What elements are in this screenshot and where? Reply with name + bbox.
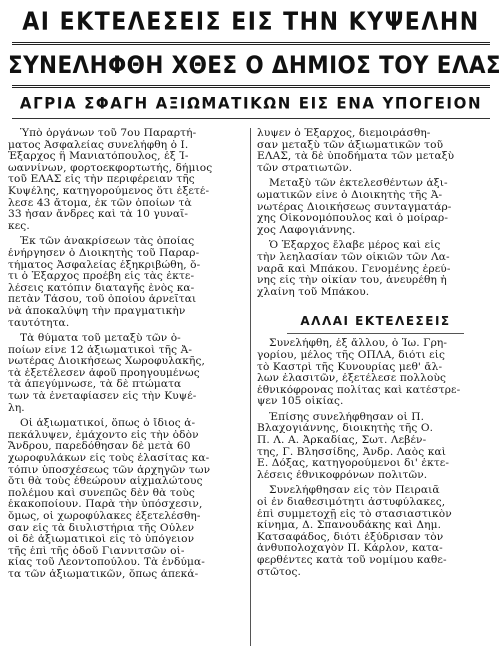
text-line: τῆς ἐπὶ τῆς ὁδοῦ Γιαννιτσῶν οἰ- (8, 545, 185, 557)
text-line: Μεταξὺ τῶν ἐκτελεσθέντων ἀξι- (269, 178, 448, 190)
text-line: τὴν λεηλασίαν τῶν οἰκιῶν τῶν Λα- (257, 251, 450, 263)
text-line: ματος Ἀσφαλείας συνελήφθη ὁ Ι. (8, 139, 189, 151)
text-line: οἱ ἐν διαθεσιμότητι ἀστυφύλακες, (257, 497, 446, 509)
text-line: νης εἰς τὴν οἰκίαν του, ἀνευρέθη ἡ (257, 275, 447, 287)
text-line: φερθέντες κατὰ τοῦ νομίμου καθε- (257, 555, 447, 566)
text-line: Κατσαφάδος, διότι ἐξύδρισαν τὸν (257, 531, 444, 543)
text-line: λη. (8, 402, 25, 414)
text-line: ὅμως, οἱ χωροφύλακες ἐξετελέσθη- (8, 511, 201, 522)
text-line: Συνελήφθησαν εἰς τὸν Πειραιᾶ (269, 485, 440, 497)
text-line: οἱ δὲ ἀξιωματικοὶ εἰς τὸ ὑπόγειον (8, 534, 195, 546)
text-line: Συνελήφθη, ἐξ ἄλλου, ὁ Ἰω. Γρη- (269, 338, 448, 350)
spacer (257, 298, 494, 312)
text-line: ἐπὶ συμμετοχῇ εἰς τὸ στασιαστικὸν (257, 508, 452, 520)
text-line: πεκάλυψεν, ἐμάχοντο εἰς τὴν ὁδὸν (8, 429, 199, 441)
text-line: Ε. Δόξας, κατηγορούμενοι δι' ἐκτε- (257, 458, 450, 470)
text-line: Ὁ Ἐξαρχος ἔλαβε μέρος καὶ εἰς (269, 240, 441, 252)
text-line: των τὰ ἐνεταφίασεν εἰς τὴν Κυψέ- (8, 391, 197, 403)
text-line: ὅτι θὰ τοὺς ἐθεώρουν αἰχμαλώτους (8, 476, 203, 488)
right-column-bottom (257, 338, 494, 578)
text-line: λυψεν ὁ Ἐξαρχος, διεμοιράσθη- (257, 128, 431, 139)
text-line: τήματος Ἀσφαλείας ἐξηκριβώθη, ὅ- (8, 259, 201, 271)
text-line: χωροφυλάκων εἰς τοὺς ἐλασίτας κα- (8, 453, 210, 465)
left-column (8, 128, 251, 646)
text-line: Ἐξαρχος ἢ Μανιατόπουλος, ἐξ Ἰ- (8, 151, 189, 163)
text-line: κες. (8, 220, 30, 232)
text-line: ἐθνικόφρονας πολίτας καὶ κατέστρε- (257, 384, 461, 396)
newspaper-page (0, 8, 502, 652)
text-line: χος Λαφογιάννης. (257, 224, 356, 236)
text-line: Τὰ θύματα τοῦ μεταξὺ τῶν ὁ- (20, 333, 181, 345)
text-line: τα τῶν ἀξιωματικῶν, ὅπως ἀπεκά- (8, 568, 199, 580)
text-line: Οἱ ἀξιωματικοί, ὅπως ὁ ἴδιος ἀ- (20, 418, 196, 430)
text-line: ἀνθυπολοχαγὸν Π. Κάρλον, κατα- (257, 543, 443, 555)
text-line: λέσεις κατόπιν διαταγῆς ἑνὸς κα- (8, 282, 195, 294)
article-body (8, 128, 494, 646)
text-line: τὸ Καστρὶ τῆς Κυνουρίας μεθ' ἄλ- (257, 361, 443, 373)
text-line: ποίων εἶνε 12 ἀξιωματικοὶ τῆς Ἀ- (8, 344, 193, 356)
text-line: τι ὁ Ἐξαρχος προέβη εἰς τὰς ἐκτε- (8, 271, 195, 283)
text-line: Ἐκ τῶν ἀνακρίσεων τὰς ὁποίας (20, 236, 195, 248)
headline-divider (12, 42, 490, 45)
text-line: Κυψέλης, κατηγορούμενος ὅτι ἐξετέ- (8, 185, 210, 197)
text-line: νωτέρας Διοικήσεως συνταγματάρ- (257, 201, 452, 213)
text-line: χλαίνη τοῦ Μπάκου. (257, 286, 370, 298)
text-line: ναρᾶ καὶ Μπάκου. Γενομένης ἐρεύ- (257, 263, 451, 275)
text-line: νὰ ἀποκαλύψη τὴν πραγματικὴν (8, 305, 186, 317)
headline-divider (12, 118, 490, 119)
text-line: Ἐπίσης συνελήφθησαν οἱ Π. (269, 411, 425, 423)
text-line: Ὑπὸ ὀργάνων τοῦ 7ου Παραρτή- (20, 128, 197, 139)
subheading: ΑΛΛΑΙ ΕΚΤΕΛΕΣΕΙΣ (300, 314, 451, 329)
text-line: τῶν στρατιωτῶν. (257, 162, 353, 174)
text-line: σαν εἰς τὰ διυλιστήρια τῆς Οὐλεν (8, 522, 195, 534)
text-line: στῶτος. (257, 566, 301, 578)
text-line: ἐκακοποίουν. Παρὰ τὴν ὑπόσχεσιν, (8, 499, 203, 511)
text-line: νωτέρας Διοικήσεως Χωροφυλακῆς, (8, 356, 205, 368)
text-line: της, Γ. Βλησσίδης, Ἀνδρ. Λαὸς καὶ (257, 446, 446, 458)
text-line: πολέμου καὶ συνεπῶς δὲν θὰ τοὺς (8, 487, 195, 499)
text-line: τὰ ἀπεγύμνωσε, τὰ δὲ πτώματα (8, 379, 182, 391)
text-line: σαν μεταξὺ τῶν ἀξιωματικῶν τοῦ (257, 139, 444, 151)
text-line: Π. Λ. Α. Ἀρκαδίας, Σωτ. Λεβέν- (257, 435, 427, 447)
text-line: τόπιν ὑποσχέσεως τῶν ἀρχηγῶν των (8, 464, 211, 476)
text-line: τοῦ ΕΛΑΣ εἰς τὴν περιφέρειαν τῆς (8, 174, 195, 186)
headline-divider (12, 85, 490, 88)
section-headline: ΑΓΡΙΑ ΣΦΑΓΗ ΑΞΙΩΜΑΤΙΚΩΝ ΕΙΣ ΕΝΑ ΥΠΟΓΕΙΟΝ (19, 92, 483, 113)
text-line: χης Οἰκονομόπουλος καὶ ὁ μοίραρ- (257, 213, 449, 225)
text-line: Ἄνδρου, παρεδόθησαν δὲ μετὰ 60 (8, 441, 191, 453)
text-line: Βλαχογιάννης, διοικητὴς τῆς Ο. (257, 423, 434, 435)
text-line: 33 ἦσαν ἄνδρες καὶ τὰ 10 γυναῖ- (8, 209, 189, 221)
text-line: τὰ ἐξετέλεσεν ἀφοῦ προηγουμένως (8, 367, 200, 379)
right-column-top (257, 128, 494, 298)
text-line: ἐνήργησεν ὁ Διοικητὴς τοῦ Παραρ- (8, 247, 200, 259)
subheading-divider (287, 333, 464, 334)
text-line: ταυτότητα. (8, 317, 70, 329)
text-line: γορίου, μέλος τῆς ΟΠΛΑ, διότι εἰς (257, 349, 446, 361)
text-line: κίας τοῦ Λεοντοπούλου. Τὰ ἐνδύμα- (8, 557, 205, 569)
text-line: ΕΛΑΣ, τὰ δὲ ὑποδήματα τῶν μεταξὺ (257, 151, 455, 163)
text-line: ψεν 105 οἰκίας. (257, 396, 344, 408)
text-line: λεσε 43 ἄτομα, ἐκ τῶν ὁποίων τὰ (8, 197, 192, 209)
right-column (251, 128, 494, 646)
main-headline: ΑΙ ΕΚΤΕΛΕΣΕΙΣ ΕΙΣ ΤΗΝ ΚΥΨΕΛΗΝ (22, 8, 480, 37)
text-line: πετὰν Τάσου, τοῦ ὁποίου ἀρνεῖται (8, 294, 197, 306)
text-line: λέσεις ἐθνικοφρόνων πολιτῶν. (257, 469, 428, 481)
text-line: κίνημα, Δ. Σπανουδάκης καὶ Δημ. (257, 520, 442, 532)
sub-headline: ΣΥΝΕΛΗΦΘΗ ΧΘΕΣ Ο ΔΗΜΙΟΣ ΤΟΥ ΕΛΑΣ (8, 51, 502, 80)
text-line: ωαννίνων, φορτοεκφορτωτής, δήμιος (8, 162, 213, 174)
text-line: λων ἐλασιτῶν, ἐξετέλεσε πολλοὺς (257, 373, 447, 385)
text-line: ωματικῶν εἶνε ὁ Διοικητὴς τῆς Ἀ- (257, 189, 443, 201)
